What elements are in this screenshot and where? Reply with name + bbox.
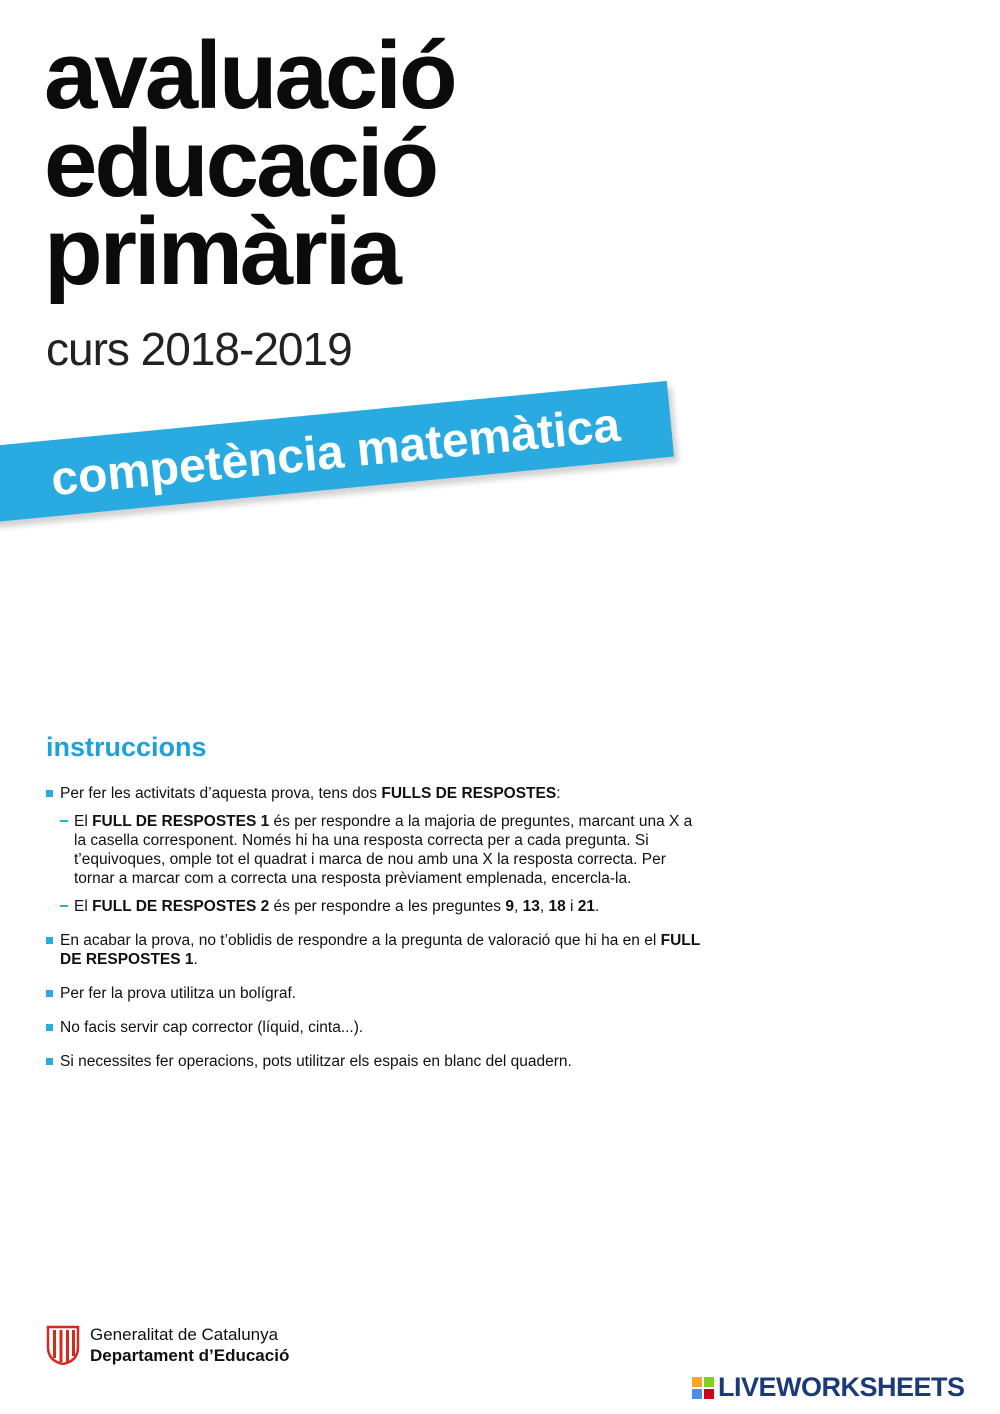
instruction-item: Si necessites fer operacions, pots utilitzar els espais en blanc del quadern.	[46, 1052, 706, 1071]
subject-banner-text: competència matemàtica	[48, 398, 623, 507]
title-block	[44, 22, 455, 305]
liveworksheets-logo-icon	[692, 1377, 714, 1399]
liveworksheets-watermark	[692, 1372, 965, 1403]
generalitat-logo	[46, 1324, 289, 1366]
dash-bullet-icon	[60, 905, 68, 907]
instruction-subitem: El FULL DE RESPOSTES 1 és per respondre a la majoria de preguntes, marcant una X a la casella corresponent. Només hi ha una resposta correcta per a cada pregunta. Si t’equivoques, omple tot el quadrat i marca de nou amb una X la resposta correcta. Per tornar a marcar com a correcta una resposta prèviament emplenada, encercla-la.	[60, 812, 706, 888]
instruction-item: No facis servir cap corrector (líquid, cinta...).	[46, 1018, 706, 1037]
liveworksheets-text: LIVEWORKSHEETS	[718, 1372, 965, 1402]
square-bullet-icon	[46, 990, 53, 997]
title-line-2: educació	[44, 110, 437, 217]
instructions-list	[46, 784, 706, 1086]
square-bullet-icon	[46, 937, 53, 944]
instruction-subitem: El FULL DE RESPOSTES 2 és per respondre a les preguntes 9, 13, 18 i 21.	[60, 897, 706, 916]
instruction-item: En acabar la prova, no t’oblidis de respondre a la pregunta de valoració que hi ha en el FULL DE RESPOSTES 1.	[46, 931, 706, 969]
footer-dept: Departament d’Educació	[90, 1346, 290, 1365]
footer-org: Generalitat de Catalunya	[90, 1325, 279, 1344]
title-line-3: primària	[44, 198, 399, 305]
instructions-heading: instruccions	[46, 732, 207, 762]
catalan-emblem-icon	[46, 1325, 80, 1365]
instruction-item: Per fer les activitats d’aquesta prova, tens dos FULLS DE RESPOSTES: El FULL DE RESPOSTES 1 és per respondre a la majoria de preguntes, marcant una X a la casella corresponent. Només hi ha una resposta correcta per a cada pregunta. Si t’equivoques, omple tot el quadrat i marca de nou amb una X la resposta correcta. Per tornar a marcar com a correcta una resposta prèviament emplenada, encercla-la. El FULL DE RESPOSTES 2 és per respondre a les preguntes 9, 13, 18 i 21.	[46, 784, 706, 916]
title-line-1: avaluació	[44, 22, 455, 129]
square-bullet-icon	[46, 790, 53, 797]
instruction-item: Per fer la prova utilitza un bolígraf.	[46, 984, 706, 1003]
subject-banner	[0, 381, 674, 524]
square-bullet-icon	[46, 1024, 53, 1031]
course-subtitle: curs 2018-2019	[46, 323, 352, 375]
square-bullet-icon	[46, 1058, 53, 1065]
dash-bullet-icon	[60, 820, 68, 822]
